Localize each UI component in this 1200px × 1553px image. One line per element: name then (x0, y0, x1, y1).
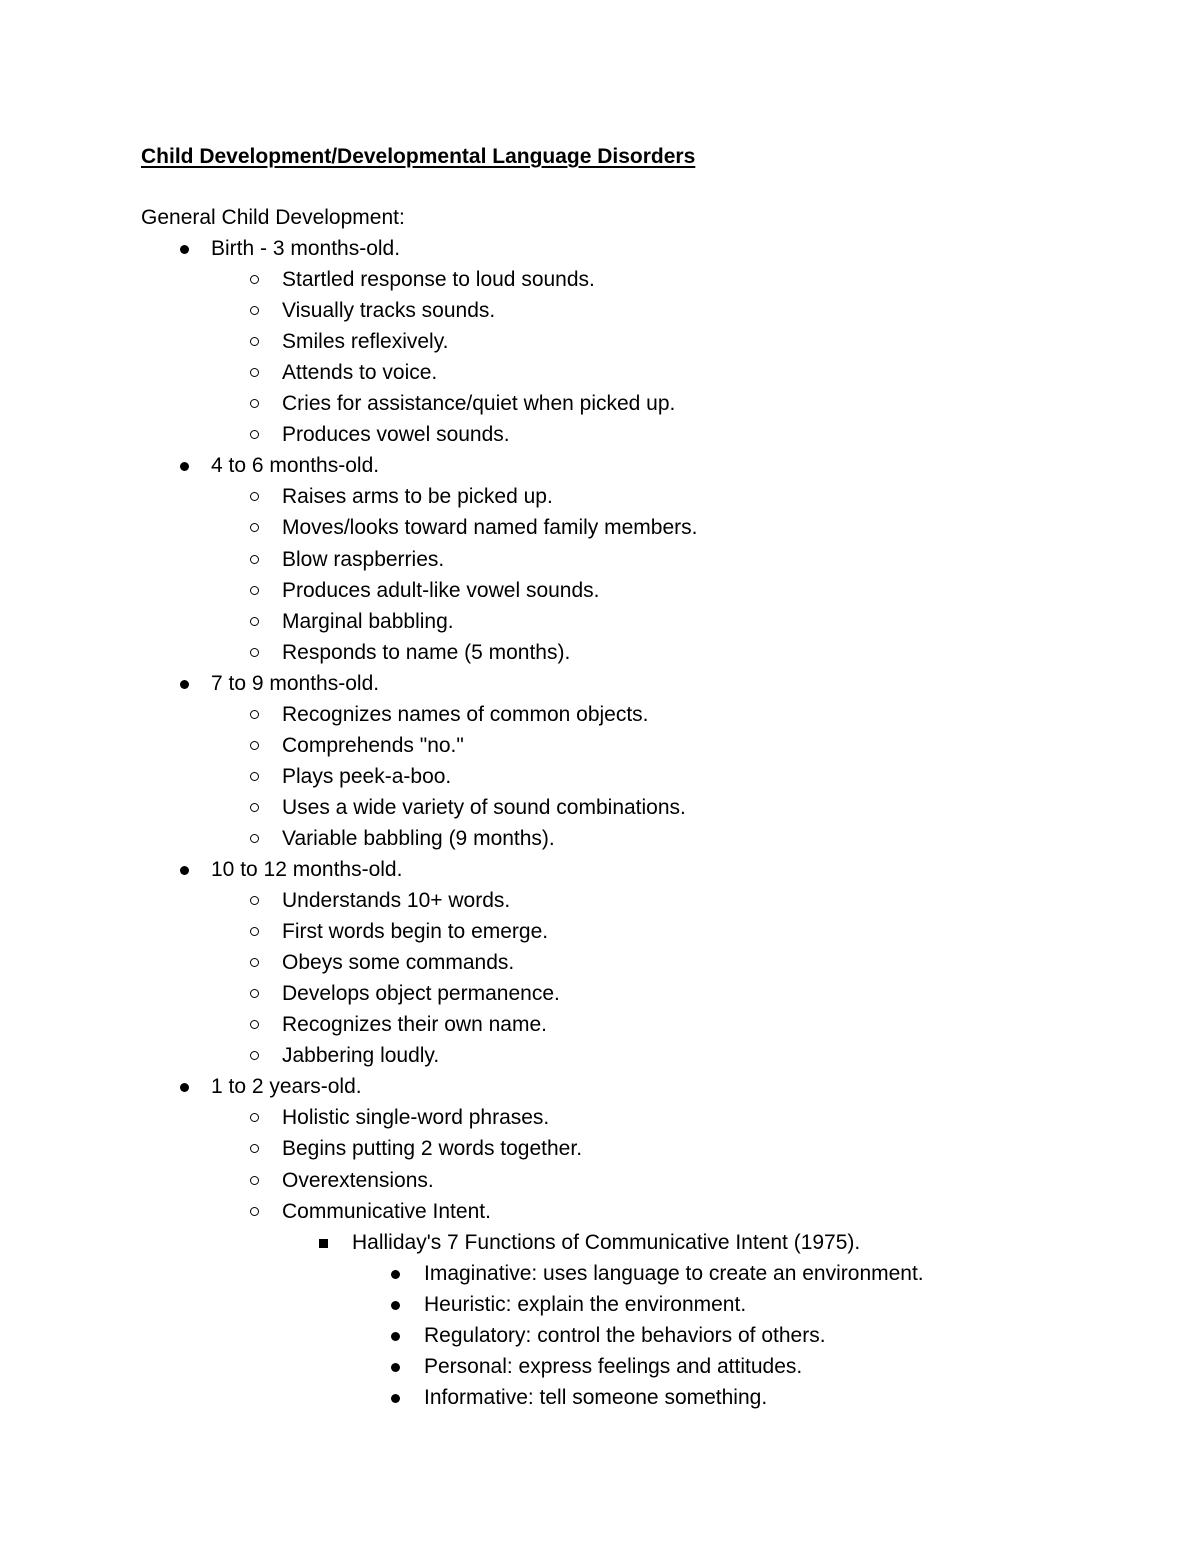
list-item-text: Blow raspberries. (282, 548, 445, 571)
bullet-icon (250, 761, 259, 781)
bullet-icon (250, 978, 259, 998)
list-item-text: Attends to voice. (282, 361, 438, 384)
list-item-text: Overextensions. (282, 1169, 434, 1192)
bullet-icon (250, 419, 259, 439)
list-item-text: Raises arms to be picked up. (282, 485, 553, 508)
bullet-icon (250, 1133, 259, 1153)
bullet-icon (250, 1040, 259, 1060)
list-item-text: Startled response to loud sounds. (282, 268, 595, 291)
list-item-text: Obeys some commands. (282, 951, 515, 974)
bullet-icon (250, 544, 259, 564)
list-item-text: Develops object permanence. (282, 982, 560, 1005)
bullet-icon (250, 823, 259, 843)
bullet-icon (319, 1227, 328, 1248)
list-item-text: Informative: tell someone something. (424, 1386, 768, 1409)
bullet-icon (180, 450, 189, 471)
list-item-text: Responds to name (5 months). (282, 641, 571, 664)
list-item-text: Holistic single-word phrases. (282, 1106, 550, 1129)
list-item-text: Produces vowel sounds. (282, 423, 510, 446)
list-item-text: Produces adult-like vowel sounds. (282, 579, 600, 602)
bullet-icon (250, 730, 259, 750)
list-item-text: Understands 10+ words. (282, 889, 511, 912)
list-item-text: 10 to 12 months-old. (211, 858, 403, 881)
list-item-text: Visually tracks sounds. (282, 299, 496, 322)
list-item-text: Recognizes their own name. (282, 1013, 547, 1036)
document-title: Child Development/Developmental Language Disorders (141, 145, 696, 168)
bullet-icon (180, 668, 189, 689)
list-item-text: Begins putting 2 words together. (282, 1137, 583, 1160)
bullet-icon (250, 885, 259, 905)
list-item-text: 4 to 6 months-old. (211, 454, 380, 477)
list-item-text: Jabbering loudly. (282, 1044, 440, 1067)
bullet-icon (250, 1165, 259, 1185)
list-item-text: 1 to 2 years-old. (211, 1075, 362, 1098)
list-item-text: Birth - 3 months-old. (211, 237, 401, 260)
list-item-text: Communicative Intent. (282, 1200, 491, 1223)
list-item-text: Uses a wide variety of sound combinations. (282, 796, 686, 819)
list-item-text: Personal: express feelings and attitudes. (424, 1355, 803, 1378)
bullet-icon (250, 1102, 259, 1122)
bullet-icon (180, 854, 189, 875)
list-item-text: 7 to 9 months-old. (211, 672, 380, 695)
bullet-icon (250, 1196, 259, 1216)
list-item-text: Halliday's 7 Functions of Communicative Intent (1975). (352, 1231, 861, 1254)
bullet-icon (250, 357, 259, 377)
list-item-text: Marginal babbling. (282, 610, 454, 633)
bullet-icon (250, 792, 259, 812)
bullet-icon (250, 326, 259, 346)
list-item-text: Plays peek-a-boo. (282, 765, 452, 788)
bullet-icon (180, 233, 189, 254)
list-item-text: Regulatory: control the behaviors of others. (424, 1324, 826, 1347)
list-item-text: Smiles reflexively. (282, 330, 449, 353)
bullet-icon (250, 1009, 259, 1029)
bullet-icon (250, 481, 259, 501)
bullet-icon (391, 1258, 400, 1279)
list-item-text: Heuristic: explain the environment. (424, 1293, 747, 1316)
list-item-text: Comprehends "no." (282, 734, 464, 757)
list-item-text: Recognizes names of common objects. (282, 703, 649, 726)
bullet-icon (250, 947, 259, 967)
bullet-icon (180, 1071, 189, 1092)
bullet-icon (250, 295, 259, 315)
bullet-icon (391, 1289, 400, 1310)
list-item-text: Variable babbling (9 months). (282, 827, 555, 850)
bullet-icon (250, 916, 259, 936)
bullet-icon (391, 1382, 400, 1403)
bullet-icon (391, 1351, 400, 1372)
list-item-text: Cries for assistance/quiet when picked up. (282, 392, 676, 415)
bullet-icon (250, 637, 259, 657)
bullet-icon (250, 512, 259, 532)
bullet-icon (391, 1320, 400, 1341)
bullet-icon (250, 575, 259, 595)
bullet-icon (250, 264, 259, 284)
list-item-text: First words begin to emerge. (282, 920, 549, 943)
bullet-icon (250, 388, 259, 408)
list-item-text: Moves/looks toward named family members. (282, 516, 698, 539)
section-heading: General Child Development: (141, 206, 405, 229)
bullet-icon (250, 606, 259, 626)
bullet-icon (250, 699, 259, 719)
list-item-text: Imaginative: uses language to create an environment. (424, 1262, 924, 1285)
